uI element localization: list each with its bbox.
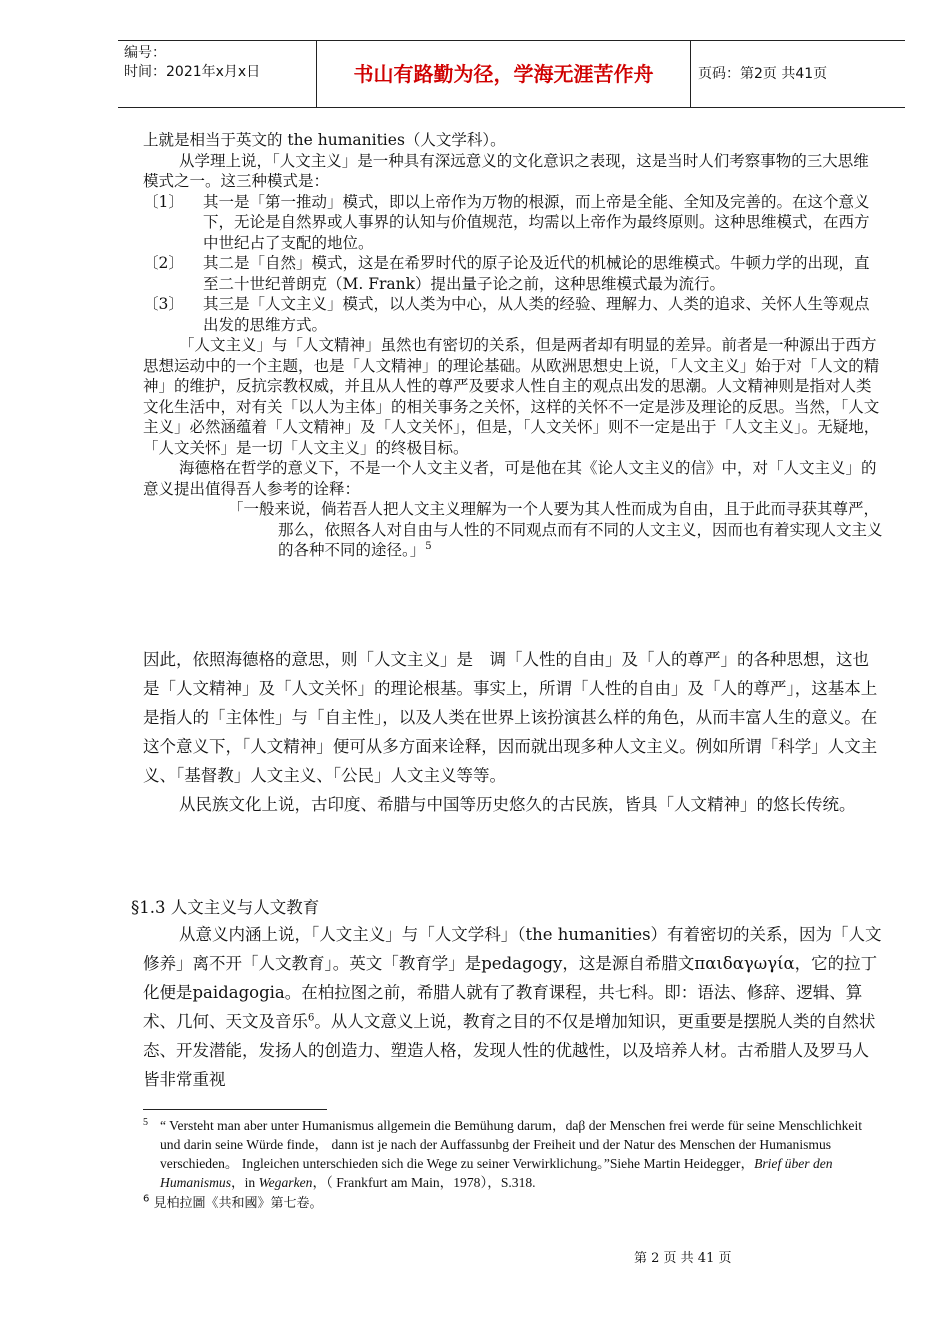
line-continuation: 上就是相当于英文的 the humanities（人文学科）。	[143, 131, 506, 149]
list-item	[143, 253, 883, 294]
header-motto: 书山有路勤为径，学海无涯苦作舟	[316, 41, 691, 107]
list-item	[143, 192, 883, 254]
header-meta	[118, 41, 316, 107]
footnote-number: 6	[143, 1193, 150, 1205]
list-number: 〔3〕	[143, 295, 184, 313]
footnote-6	[143, 1194, 883, 1213]
header-time: 时间：2021年x月x日	[124, 64, 261, 80]
footnote-ref: 5	[425, 540, 432, 552]
footnote-divider	[143, 1109, 327, 1110]
list-text: 其三是「人文主义」模式，以人类为中心，从人类的经验、理解力、人类的追求、关怀人生等观点出发的思维方式。	[203, 295, 870, 334]
main-text-lower	[143, 645, 883, 819]
list-number: 〔1〕	[143, 192, 184, 211]
education-text-b: 。从人文意义上说，教育之目的不仅是增加知识，更重要是摆脱人类的自然状态、开发潜能，发扬人的创造力、塑造人格，发现人性的优越性，以及培养人材。古希腊人及罗马人皆非常重视	[143, 1012, 876, 1089]
page-header	[118, 40, 905, 108]
page-footer: 第 2 页 共 41 页	[634, 1251, 732, 1266]
paragraph-national-culture: 从民族文化上说，古印度、希腊与中国等历史悠久的古民族，皆具「人文精神」的悠长传统。	[179, 795, 856, 814]
list-item	[143, 294, 883, 335]
footnote-text: ，in	[231, 1175, 259, 1190]
footnote-text: ，（ Frankfurt am Main，1978），S.318.	[312, 1175, 536, 1190]
list-number: 〔2〕	[143, 254, 184, 272]
footnotes	[143, 1116, 883, 1213]
footnote-text: 見柏拉圖《共和國》第七卷。	[149, 1196, 323, 1211]
section-heading: §1.3 人文主义与人文教育	[131, 898, 320, 917]
main-text-upper	[143, 130, 883, 561]
paragraph-humanism-spirit: 「人文主义」与「人文精神」虽然也有密切的关系，但是两者却有明显的差异。前者是一种源出于西方思想运动中的一个主题，也是「人文精神」的理论基础。从欧洲思想史上说，「人文主义」始于对「人文的精神」的维护，反抗宗教权威，并且从人性的尊严及要求人性自主的观点出发的思潮。人文精神则是指对人类文化生活中，对有关「以人为主体」的相关事务之关怀，这样的关怀不一定是涉及理论的反思。当然，「人文主义」必然涵蕴着「人文精神」及「人文关怀」，但是，「人文关怀」则不一定是出于「人文主义」。无疑地，「人文关怀」是一切「人文主义」的终极目标。	[143, 336, 880, 457]
footnote-5	[143, 1116, 883, 1192]
header-page: 页码：第2页 共41页	[698, 66, 828, 82]
footnote-ref: 6	[308, 1012, 315, 1024]
quote-text: 「一般来说，倘若吾人把人文主义理解为一个人要为其人性而成为自由，且于此而寻获其尊严，那么，依照各人对自由与人性的不同观点而有不同的人文主义，因而也有着实现人文主义的各种不同的途径。」	[228, 500, 883, 559]
paragraph-heidegger-meaning: 因此，依照海德格的意思，则「人文主义」是 调「人性的自由」及「人的尊严」的各种思想，这也是「人文精神」及「人文关怀」的理论根基。事实上，所谓「人性的自由」及「人的尊严」，这基本上是指人的「主体性」与「自主性」，以及人类在世界上该扮演甚么样的角色，从而丰富人生的意义。在这个意义下，「人文精神」便可从多方面来诠释，因而就出现多种人文主义。例如所谓「科学」人文主义、「基督教」人文主义、「公民」人文主义等等。	[143, 650, 878, 785]
header-code: 编号：	[124, 45, 166, 61]
education-text-a: 从意义内涵上说，「人文主义」与「人文学科」（the humanities）有着密切的关系，因为「人文修养」离不开「人文教育」。英文「教育学」是pedagogy，这是源自希腊文παιδαγωγία，它的拉丁化便是paidagogia。在柏拉图之前，希腊人就有了教育课程，共七科。即：语法、修辞、逻辑、算术、几何、天文及音乐	[143, 925, 882, 1031]
footnote-book-title: Wegarken	[258, 1175, 313, 1190]
paragraph-education	[143, 920, 883, 1094]
footnote-text: “ Versteht man aber unter Humanismus allgemein die Bemühung darum，daβ der Menschen frei werde für seine Menschlichkeit und darin seine Würde finde， dann ist je nach der Auffassunbg der Freiheit und der Natur des Menschen der Humanismus verschieden。 Ingleichen unterschieden sich die Wege zu seiner Verwirklichung。”Siehe Martin Heidegger，	[160, 1118, 862, 1171]
footnote-book-title: Brief über den Humanismus	[160, 1156, 833, 1190]
paragraph-heidegger: 海德格在哲学的意义下，不是一个人文主义者，可是他在其《论人文主义的信》中，对「人文主义」的意义提出值得吾人参考的诠释：	[143, 459, 877, 498]
paragraph-modes-intro: 从学理上说，「人文主义」是一种具有深远意义的文化意识之表现，这是当时人们考察事物的三大思维模式之一。这三种模式是：	[143, 151, 869, 190]
footnote-number: 5	[143, 1117, 148, 1128]
block-quote	[143, 499, 883, 561]
list-text: 其一是「第一推动」模式，即以上帝作为万物的根源，而上帝是全能、全知及完善的。在这个意义下，无论是自然界或人事界的认知与价值规范，均需以上帝作为最终原则。这种思维模式，在西方中世纪占了支配的地位。	[203, 192, 870, 252]
list-text: 其二是「自然」模式，这是在希罗时代的原子论及近代的机械论的思维模式。牛顿力学的出现，直至二十世纪普朗克（M. Frank）提出量子论之前，这种思维模式最为流行。	[203, 254, 870, 293]
paragraph-education-text	[143, 920, 883, 1094]
